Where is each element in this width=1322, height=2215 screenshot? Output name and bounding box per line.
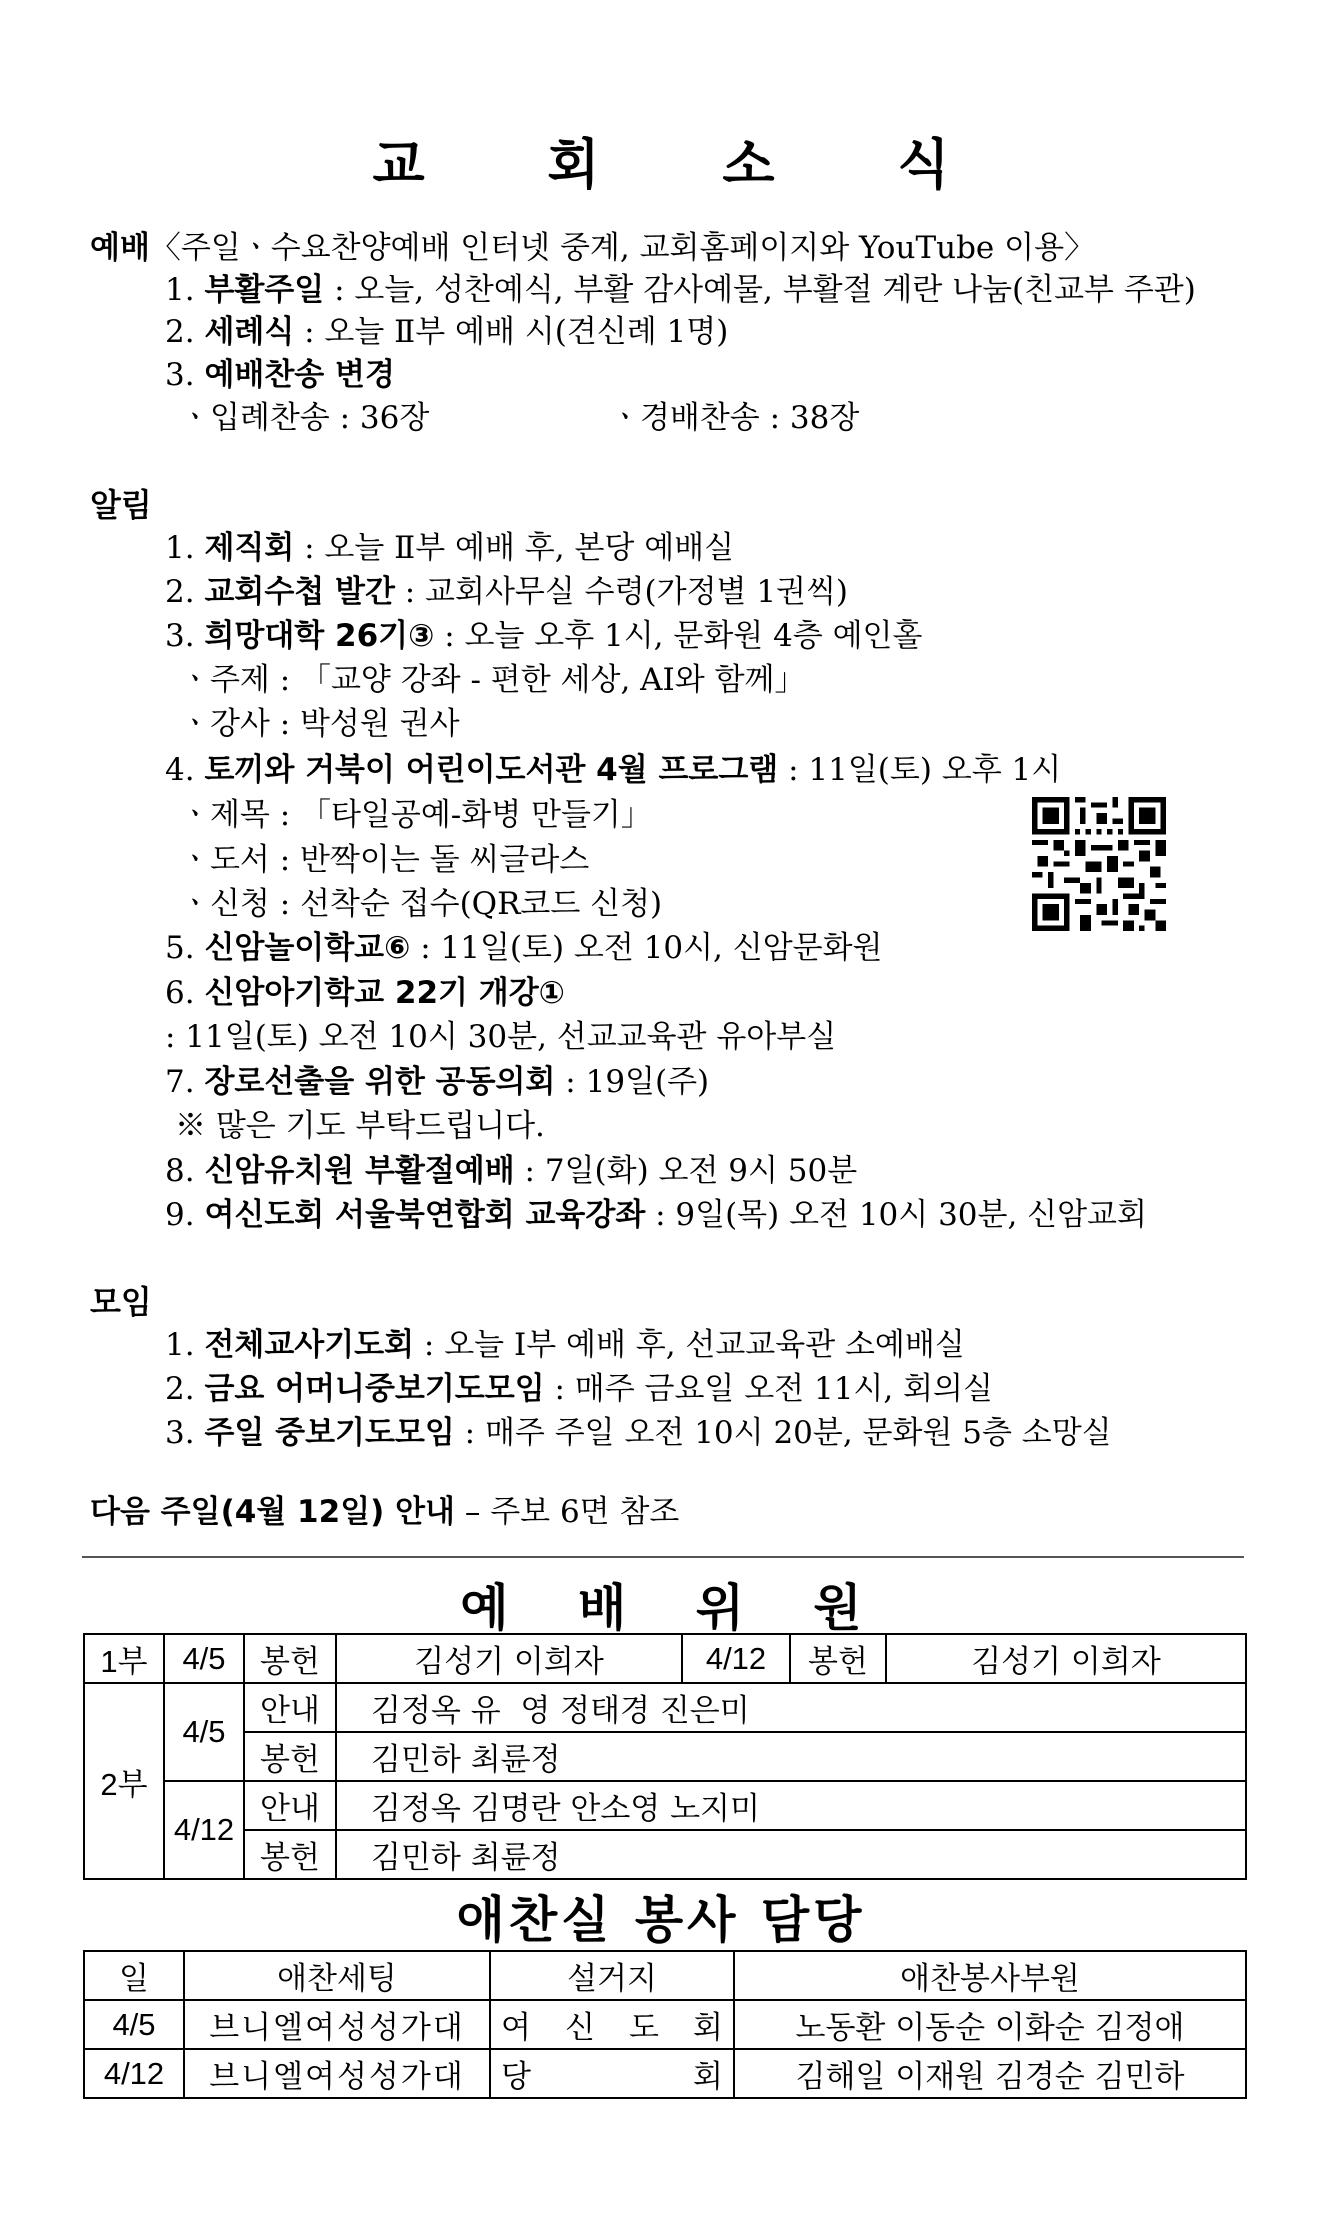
item-number: 3. (165, 357, 195, 393)
header-members: 애찬봉사부원 (734, 1951, 1246, 2000)
header-date: 일 (84, 1951, 184, 2000)
item-text: : 오늘, 성찬예식, 부활 감사예물, 부활절 계란 나눔(친교부 주관) (324, 272, 1196, 308)
item-number: 1. (165, 1327, 195, 1363)
setting-cell: 브니엘여성성가대 (184, 2000, 490, 2049)
notice-item-7 (165, 1062, 709, 1102)
role-cell: 봉헌 (790, 1634, 886, 1683)
service-2-cell: 2부 (84, 1683, 164, 1879)
item-label: 제직회 (204, 530, 295, 566)
notice-item-4 (165, 750, 1061, 790)
date-cell: 4/12 (84, 2049, 184, 2098)
date-cell: 4/5 (84, 2000, 184, 2049)
notice-7-note: ※ 많은 기도 부탁드립니다. (175, 1108, 545, 1144)
page-title: 교 회 소 식 (372, 133, 1002, 196)
names-cell: 김민하 최륜정 (336, 1732, 1246, 1781)
next-week-line (90, 1492, 679, 1532)
item-text: : 오늘 Ⅱ부 예배 후, 본당 예배실 (294, 530, 735, 566)
meetings-heading: 모임 (90, 1283, 152, 1321)
notice-item-9 (165, 1195, 1147, 1235)
service-1-cell: 1부 (84, 1634, 164, 1683)
table-row (84, 1830, 1246, 1879)
item-label: 신암놀이학교⑥ (204, 930, 411, 966)
item-label: 전체교사기도회 (204, 1327, 415, 1363)
notice-item-6 (165, 973, 565, 1013)
notice-3-speaker: ㆍ강사 : 박성원 권사 (180, 706, 460, 742)
next-week-text: – 주보 6면 참조 (455, 1494, 680, 1530)
notice-4-apply: ㆍ신청 : 선착순 접수(QR코드 신청) (180, 886, 663, 922)
item-label: 세례식 (204, 314, 295, 350)
item-text: : 11일(토) 오전 10시, 신암문화원 (410, 930, 883, 966)
names-cell: 김정옥 김명란 안소영 노지미 (336, 1781, 1246, 1830)
item-label: 신암아기학교 22기 개강① (204, 975, 565, 1011)
names-cell: 김성기 이희자 (336, 1634, 682, 1683)
worship-item-1 (165, 270, 1196, 310)
item-text: : 매주 금요일 오전 11시, 회의실 (544, 1371, 993, 1407)
notice-item-3 (165, 616, 922, 656)
item-text: : 19일(주) (555, 1064, 710, 1100)
notice-item-5 (165, 928, 882, 968)
members-cell: 노동환 이동순 이화순 김정애 (734, 2000, 1246, 2049)
dish-cell: 여 신 도 회 (490, 2000, 734, 2049)
item-number: 4. (165, 752, 195, 788)
role-cell: 안내 (244, 1683, 336, 1732)
role-cell: 봉헌 (244, 1732, 336, 1781)
item-label: 예배찬송 변경 (204, 357, 395, 393)
role-cell: 봉헌 (244, 1634, 336, 1683)
notice-6-detail: : 11일(토) 오전 10시 30분, 선교교육관 유아부실 (165, 1019, 837, 1055)
table-row (84, 2000, 1246, 2049)
item-label: 신암유치원 부활절예배 (204, 1153, 515, 1189)
members-cell: 김해일 이재원 김경순 김민하 (734, 2049, 1246, 2098)
item-label: 희망대학 26기③ (204, 618, 435, 654)
hymn-entry: ㆍ입례찬송 : 36장 (180, 400, 430, 436)
hymn-offering: ㆍ경배찬송 : 38장 (610, 400, 860, 436)
meeting-item-1 (165, 1325, 965, 1365)
item-label: 주일 중보기도모임 (204, 1415, 455, 1451)
table-header-row (84, 1951, 1246, 2000)
worship-note: 〈주일ㆍ수요찬양예배 인터넷 중계, 교회홈페이지와 YouTube 이용〉 (149, 230, 1096, 266)
kitchen-title: 애찬실 봉사 담당 (456, 1891, 866, 1949)
meeting-item-3 (165, 1413, 1112, 1453)
notice-item-1 (165, 528, 734, 568)
setting-cell: 브니엘여성성가대 (184, 2049, 490, 2098)
date-cell: 4/12 (682, 1634, 790, 1683)
date-cell: 4/12 (164, 1781, 244, 1879)
item-number: 9. (165, 1197, 195, 1233)
section-divider (82, 1556, 1244, 1558)
item-label: 여신도회 서울북연합회 교육강좌 (204, 1197, 646, 1233)
worship-heading: 예배 (90, 230, 150, 266)
notice-item-2 (165, 572, 848, 612)
table-row (84, 1683, 1246, 1732)
notice-4-title: ㆍ제목 : 「타일공예-화병 만들기」 (180, 797, 652, 833)
notice-item-8 (165, 1151, 857, 1191)
item-number: 2. (165, 574, 195, 610)
header-dishwashing: 설거지 (490, 1951, 734, 2000)
item-text: : 교회사무실 수령(가정별 1권씩) (394, 574, 849, 610)
worship-staff-title: 예 배 위 원 (460, 1579, 888, 1637)
role-cell: 봉헌 (244, 1830, 336, 1879)
item-number: 6. (165, 975, 195, 1011)
item-number: 3. (165, 618, 195, 654)
item-label: 교회수첩 발간 (204, 574, 395, 610)
notice-3-topic: ㆍ주제 : 「교양 강좌 - 편한 세상, AI와 함께」 (180, 662, 806, 698)
item-text: : 오늘 오후 1시, 문화원 4층 예인홀 (434, 618, 923, 654)
next-week-label: 다음 주일(4월 12일) 안내 (90, 1494, 455, 1530)
item-text: : 매주 주일 오전 10시 20분, 문화원 5층 소망실 (454, 1415, 1112, 1451)
notices-heading: 알림 (90, 486, 152, 524)
meeting-item-2 (165, 1369, 993, 1409)
item-number: 8. (165, 1153, 195, 1189)
date-cell: 4/5 (164, 1634, 244, 1683)
date-cell: 4/5 (164, 1683, 244, 1781)
qr-code-icon[interactable] (1032, 797, 1166, 931)
item-label: 부활주일 (204, 272, 325, 308)
item-number: 2. (165, 1371, 195, 1407)
names-cell: 김정옥 유 영 정태경 진은미 (336, 1683, 1246, 1732)
worship-heading-line (90, 228, 1095, 268)
table-row (84, 1781, 1246, 1830)
names-cell: 김민하 최륜정 (336, 1830, 1246, 1879)
worship-staff-table (83, 1633, 1247, 1880)
item-number: 2. (165, 314, 195, 350)
item-number: 5. (165, 930, 195, 966)
item-text: : 오늘 Ⅰ부 예배 후, 선교교육관 소예배실 (414, 1327, 965, 1363)
item-number: 7. (165, 1064, 195, 1100)
notice-4-book: ㆍ도서 : 반짝이는 돌 씨글라스 (180, 842, 590, 878)
table-row (84, 2049, 1246, 2098)
item-text: : 7일(화) 오전 9시 50분 (514, 1153, 858, 1189)
item-number: 3. (165, 1415, 195, 1451)
item-number: 1. (165, 530, 195, 566)
worship-item-3 (165, 355, 395, 395)
role-cell: 안내 (244, 1781, 336, 1830)
item-label: 금요 어머니중보기도모임 (204, 1371, 545, 1407)
item-label: 토끼와 거북이 어린이도서관 4월 프로그램 (204, 752, 779, 788)
kitchen-table (83, 1950, 1247, 2099)
table-row (84, 1634, 1246, 1683)
item-text: : 오늘 Ⅱ부 예배 시(견신례 1명) (294, 314, 729, 350)
table-row (84, 1732, 1246, 1781)
item-text: : 9일(목) 오전 10시 30분, 신암교회 (645, 1197, 1147, 1233)
dish-cell: 당 회 (490, 2049, 734, 2098)
item-number: 1. (165, 272, 195, 308)
item-text: : 11일(토) 오후 1시 (778, 752, 1062, 788)
names-cell: 김성기 이희자 (886, 1634, 1246, 1683)
header-setting: 애찬세팅 (184, 1951, 490, 2000)
worship-item-2 (165, 312, 728, 352)
item-label: 장로선출을 위한 공동의회 (204, 1064, 556, 1100)
